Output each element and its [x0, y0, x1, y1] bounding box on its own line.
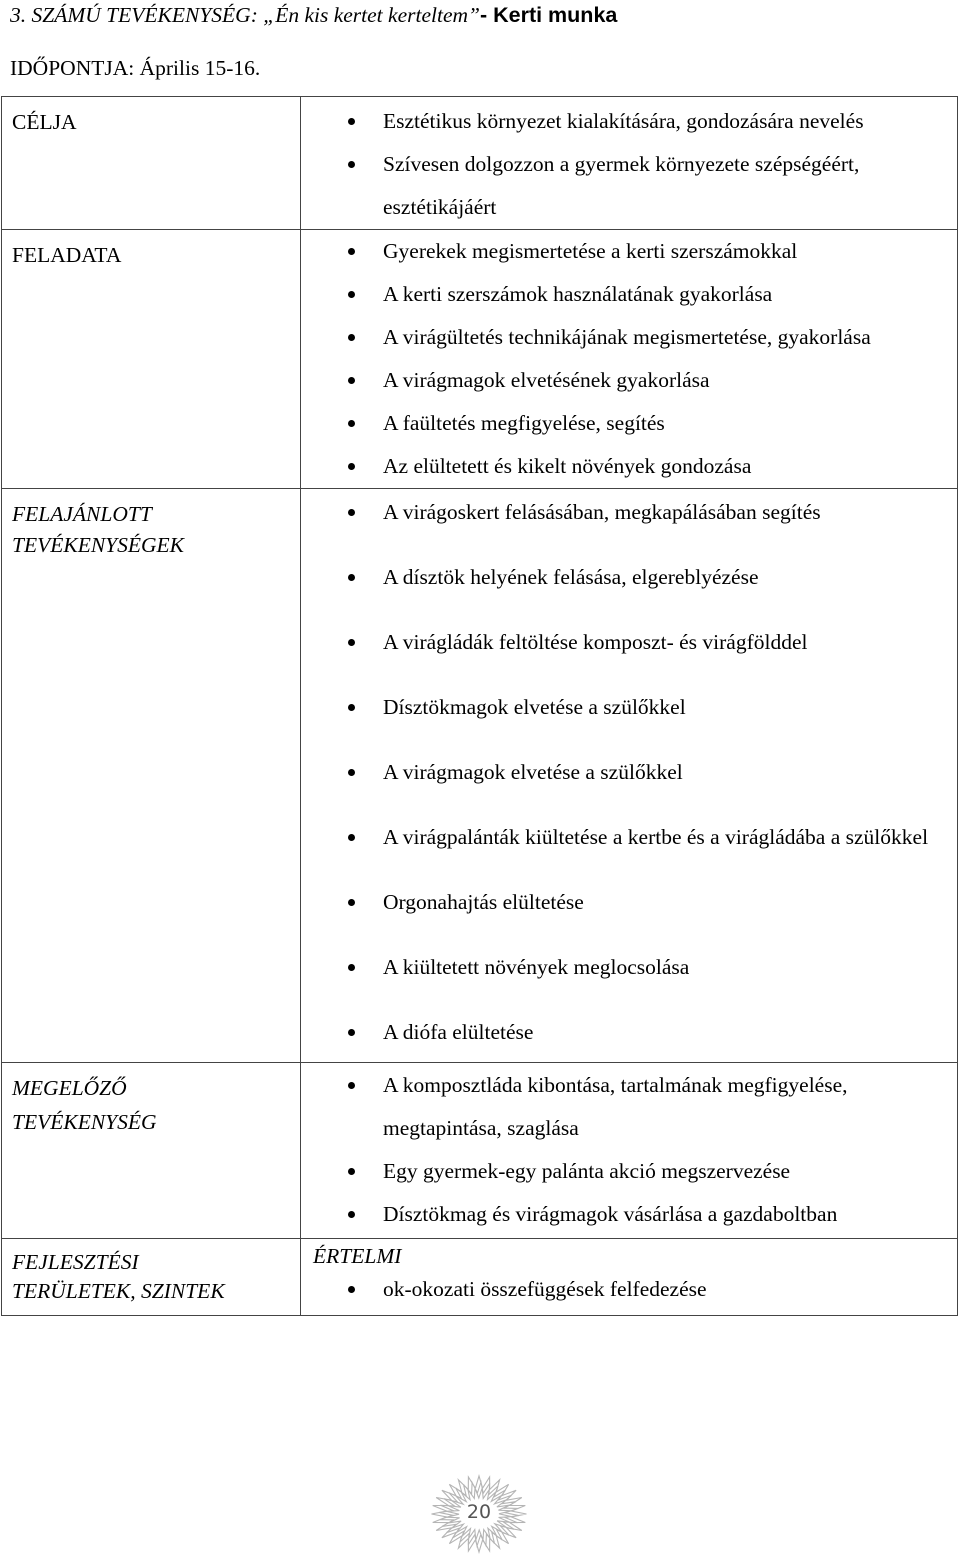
- bullet-icon: [348, 1211, 355, 1218]
- list-item: A kiültetett növények meglocsolása: [301, 946, 957, 989]
- row-content-cell: [301, 489, 958, 1063]
- title-quote: „Én kis kertet kerteltem”: [263, 3, 480, 27]
- activity-date: [10, 55, 260, 81]
- bullet-icon: [348, 463, 355, 470]
- bullet-icon: [348, 1286, 355, 1293]
- activity-plan-table: [1, 96, 958, 1316]
- list-item: A virágládák feltöltése komposzt- és virágfölddel: [301, 621, 957, 664]
- list-item: Szívesen dolgozzon a gyermek környezete szépségéért, esztétikájáért: [301, 143, 957, 229]
- bullet-icon: [348, 704, 355, 711]
- list-item: A kerti szerszámok használatának gyakorlása: [301, 273, 957, 316]
- bullet-icon: [348, 377, 355, 384]
- row-content-cell: [301, 230, 958, 489]
- bullet-icon: [348, 769, 355, 776]
- title-suffix: - Kerti munka: [479, 3, 618, 27]
- list-item: A virágültetés technikájának megismertetése, gyakorlása: [301, 316, 957, 359]
- bullet-icon: [348, 509, 355, 516]
- list-item: A faültetés megfigyelése, segítés: [301, 402, 957, 445]
- bullet-icon: [348, 1029, 355, 1036]
- date-label: IDŐPONTJA: Április: [10, 56, 205, 80]
- activity-title: [10, 2, 617, 28]
- row-content-cell: [301, 1239, 958, 1316]
- row-label: TEVÉKENYSÉG: [12, 1110, 157, 1134]
- table-row-offered-activities: [2, 489, 958, 1063]
- list-item: Esztétikus környezet kialakítására, gondozására nevelés: [301, 100, 957, 143]
- tasks-list: [301, 230, 957, 488]
- row-label: FELAJÁNLOTT: [12, 502, 152, 526]
- bullet-icon: [348, 248, 355, 255]
- list-item: Dísztökmag és virágmagok vásárlása a gazdaboltban: [301, 1193, 957, 1236]
- goal-list: [301, 100, 957, 229]
- development-areas-list: [301, 1271, 957, 1307]
- table-row-development-areas: [2, 1239, 958, 1316]
- list-item: A virágmagok elvetése a szülőkkel: [301, 751, 957, 794]
- row-label: FEJLESZTÉSI: [12, 1250, 139, 1274]
- bullet-icon: [348, 834, 355, 841]
- list-item: A diófa elültetése: [301, 1011, 957, 1054]
- bullet-icon: [348, 899, 355, 906]
- list-item: ok-okozati összefüggések felfedezése: [301, 1271, 957, 1307]
- bullet-icon: [348, 639, 355, 646]
- row-label-cell: [2, 1063, 301, 1239]
- row-label: MEGELŐZŐ: [12, 1076, 127, 1100]
- row-label: TEVÉKENYSÉGEK: [12, 533, 185, 557]
- list-item: A virágmagok elvetésének gyakorlása: [301, 359, 957, 402]
- row-label: TERÜLETEK, SZINTEK: [12, 1279, 225, 1303]
- bullet-icon: [348, 161, 355, 168]
- row-label-cell: [2, 97, 301, 230]
- offered-activities-list: [301, 491, 957, 1054]
- row-label-cell: [2, 489, 301, 1063]
- bullet-icon: [348, 420, 355, 427]
- list-item: Orgonahajtás elültetése: [301, 881, 957, 924]
- title-prefix: 3. SZÁMÚ TEVÉKENYSÉG:: [10, 3, 264, 27]
- table-row-preceding-activity: [2, 1063, 958, 1239]
- list-item: A dísztök helyének felásása, elgereblyézése: [301, 556, 957, 599]
- list-item: A virágpalánták kiültetése a kertbe és a virágládába a szülőkkel: [301, 816, 957, 859]
- bullet-icon: [348, 291, 355, 298]
- bullet-icon: [348, 1082, 355, 1089]
- row-label-cell: [2, 1239, 301, 1316]
- bullet-icon: [348, 574, 355, 581]
- table-row-tasks: [2, 230, 958, 489]
- list-item: Gyerekek megismertetése a kerti szerszámokkal: [301, 230, 957, 273]
- list-item: A virágoskert felásásában, megkapálásában segítés: [301, 491, 957, 534]
- bullet-icon: [348, 334, 355, 341]
- area-heading: ÉRTELMI: [313, 1244, 402, 1268]
- row-label: FELADATA: [12, 243, 122, 267]
- page-number: 20: [466, 1501, 492, 1523]
- bullet-icon: [348, 1168, 355, 1175]
- list-item: Egy gyermek-egy palánta akció megszervezése: [301, 1150, 957, 1193]
- row-content-cell: [301, 1063, 958, 1239]
- date-value: 15-16.: [204, 56, 261, 80]
- preceding-activity-list: [301, 1064, 957, 1236]
- page-number-badge: [427, 1474, 531, 1554]
- bullet-icon: [348, 964, 355, 971]
- row-label-cell: [2, 230, 301, 489]
- bullet-icon: [348, 118, 355, 125]
- row-content-cell: [301, 97, 958, 230]
- row-label: CÉLJA: [12, 110, 77, 134]
- table-row-goal: [2, 97, 958, 230]
- list-item: Dísztökmagok elvetése a szülőkkel: [301, 686, 957, 729]
- list-item: A komposztláda kibontása, tartalmának megfigyelése, megtapintása, szaglása: [301, 1064, 957, 1150]
- list-item: Az elültetett és kikelt növények gondozása: [301, 445, 957, 488]
